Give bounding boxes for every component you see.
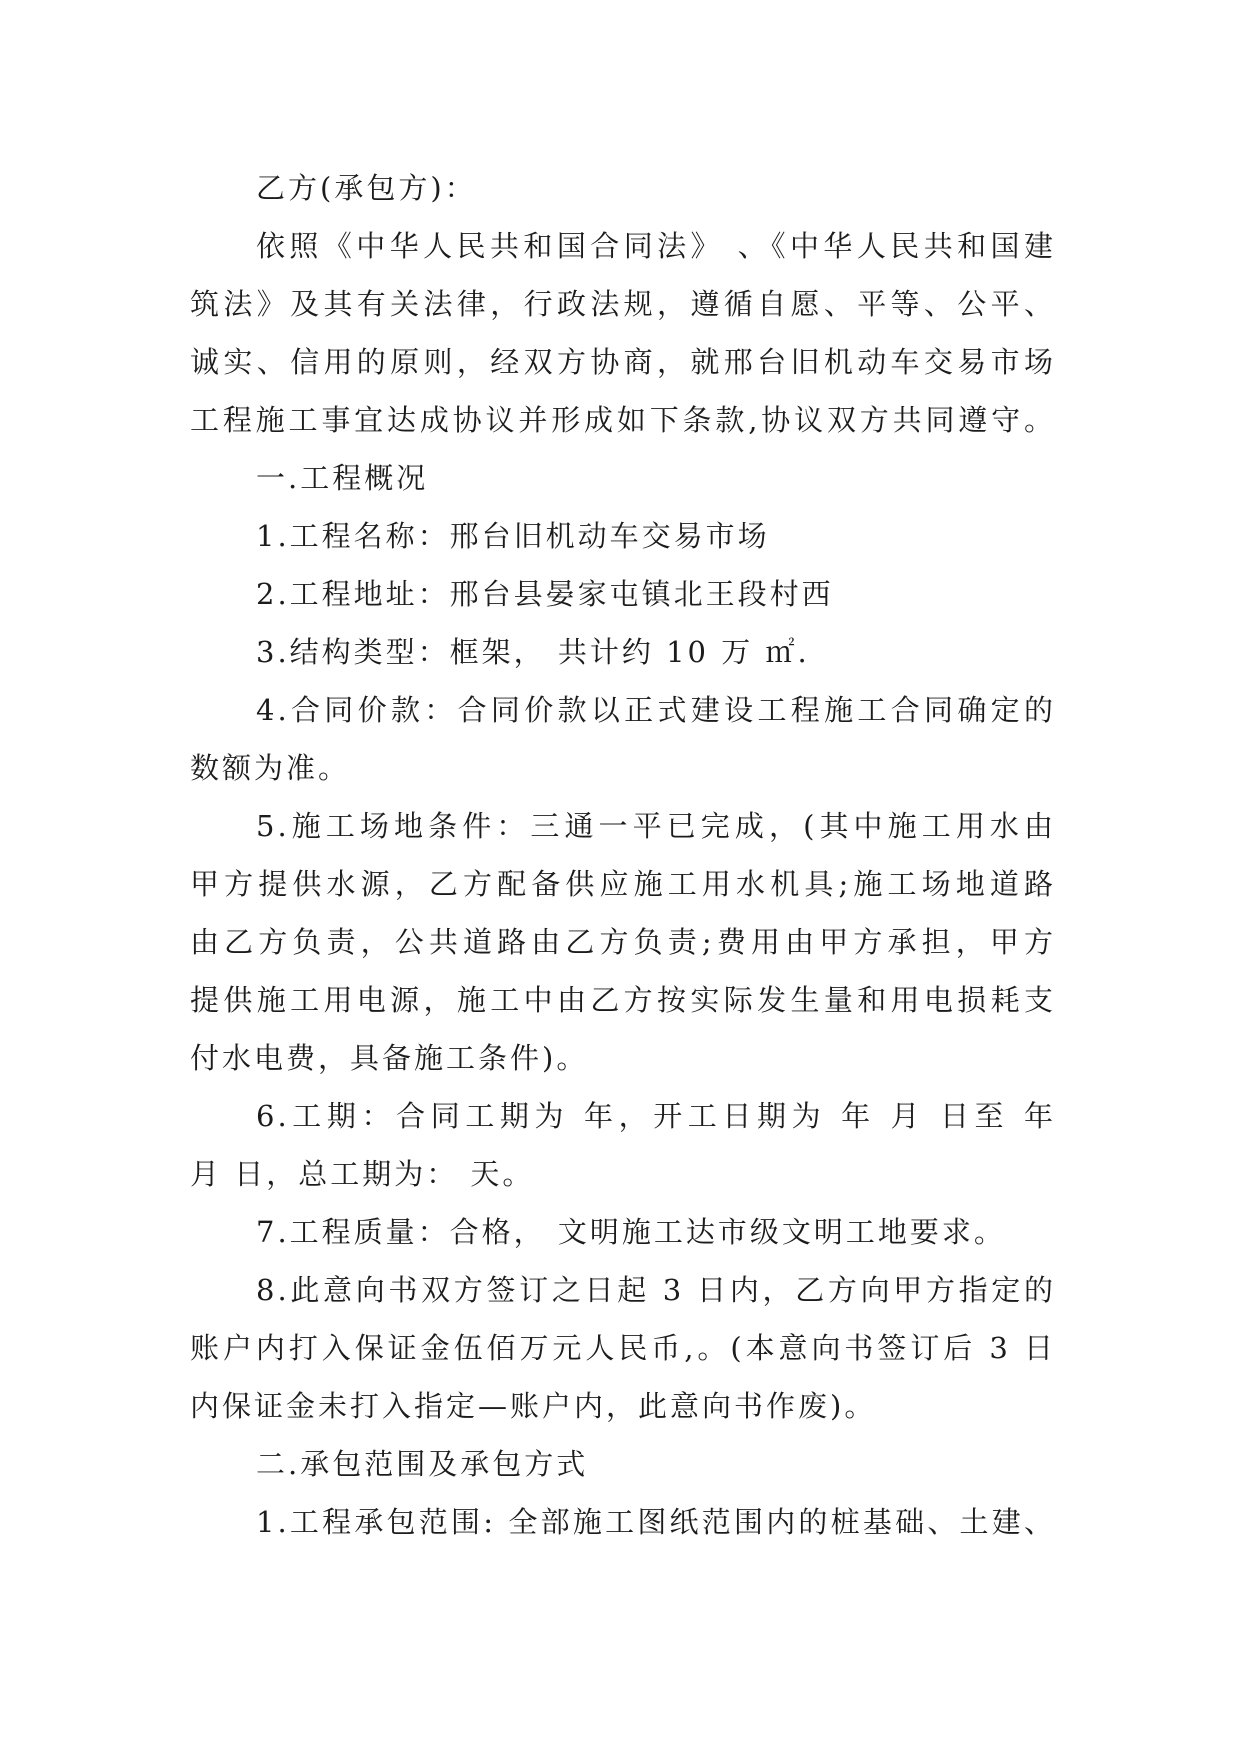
preamble-paragraph — [190, 217, 1056, 449]
text-line: 内保证金未打入指定—账户内，此意向书作废)。 — [190, 1389, 877, 1423]
text-line: 7.工程质量：合格， 文明施工达市级文明工地要求。 — [256, 1215, 1006, 1249]
section-1-heading — [190, 449, 1056, 507]
text-line: 诚实、信用的原则，经双方协商，就邢台旧机动车交易市场 — [190, 345, 1056, 379]
text-line: 一.工程概况 — [256, 461, 429, 495]
text-line: 数额为准。 — [190, 751, 351, 785]
text-line: 5.施工场地条件：三通一平已完成，(其中施工用水由 — [256, 809, 1056, 843]
text-line: 1.工程名称：邢台旧机动车交易市场 — [256, 519, 770, 553]
text-line: 付水电费，具备施工条件)。 — [190, 1041, 589, 1075]
clause-site-conditions — [190, 797, 1056, 1087]
clause-contract-scope — [190, 1493, 1056, 1551]
text-line: 依照《中华人民共和国合同法》 、《中华人民共和国建 — [256, 229, 1056, 263]
text-line: 1.工程承包范围: 全部施工图纸范围内的桩基础、土建、 — [256, 1505, 1056, 1539]
text-line: 月 日，总工期为： 天。 — [190, 1157, 535, 1191]
clause-construction-period — [190, 1087, 1056, 1203]
text-line: 工程施工事宜达成协议并形成如下条款,协议双方共同遵守。 — [190, 403, 1056, 437]
text-line: 乙方(承包方)： — [256, 171, 477, 205]
text-line: 账户内打入保证金伍佰万元人民币,。(本意向书签订后 3 日 — [190, 1331, 1056, 1365]
text-line: 8.此意向书双方签订之日起 3 日内，乙方向甲方指定的 — [256, 1273, 1056, 1307]
document-body — [190, 159, 1056, 1551]
clause-deposit — [190, 1261, 1056, 1435]
clause-project-address — [190, 565, 1056, 623]
text-line: 甲方提供水源，乙方配备供应施工用水机具;施工场地道路 — [190, 867, 1056, 901]
party-b-label — [190, 159, 1056, 217]
section-2-heading — [190, 1435, 1056, 1493]
clause-contract-price — [190, 681, 1056, 797]
text-line: 筑法》及其有关法律，行政法规，遵循自愿、平等、公平、 — [190, 287, 1056, 321]
text-line: 3.结构类型：框架， 共计约 10 万 ㎡. — [256, 635, 810, 669]
text-line: 6.工期：合同工期为 年，开工日期为 年 月 日至 年 — [256, 1099, 1056, 1133]
clause-project-name — [190, 507, 1056, 565]
text-line: 2.工程地址：邢台县晏家屯镇北王段村西 — [256, 577, 834, 611]
text-line: 提供施工用电源，施工中由乙方按实际发生量和用电损耗支 — [190, 983, 1056, 1017]
text-line: 由乙方负责，公共道路由乙方负责;费用由甲方承担，甲方 — [190, 925, 1056, 959]
text-line: 4.合同价款：合同价款以正式建设工程施工合同确定的 — [256, 693, 1056, 727]
clause-quality — [190, 1203, 1056, 1261]
clause-structure-type — [190, 623, 1056, 681]
text-line: 二.承包范围及承包方式 — [256, 1447, 589, 1481]
